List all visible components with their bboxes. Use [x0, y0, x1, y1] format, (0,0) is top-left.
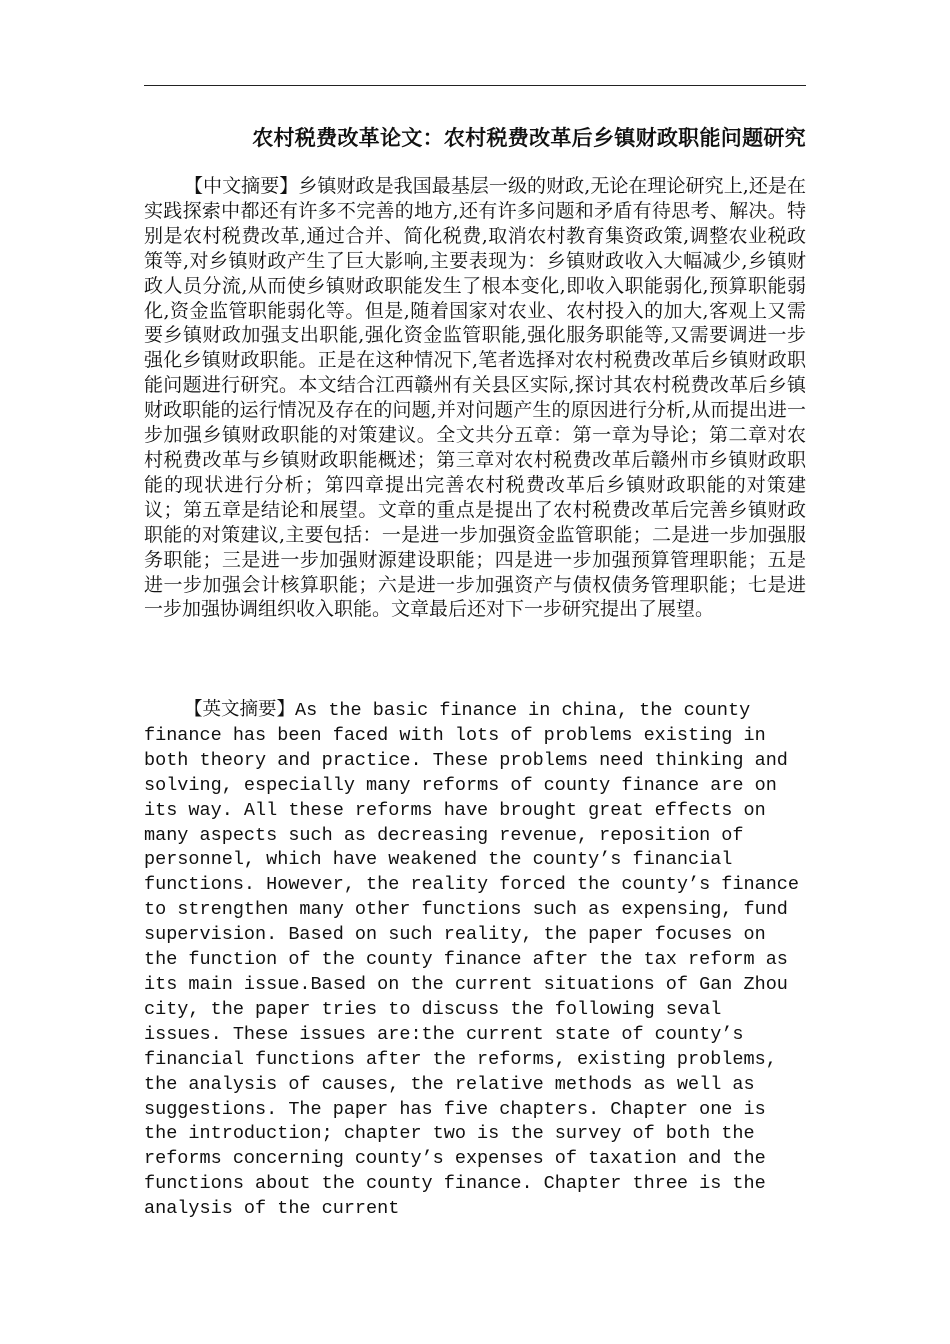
document-title: 农村税费改革论文：农村税费改革后乡镇财政职能问题研究: [252, 125, 806, 150]
english-abstract-label: 【英文摘要】: [184, 699, 296, 720]
chinese-abstract: [144, 174, 806, 622]
chinese-abstract-label: 【中文摘要】: [184, 175, 299, 197]
header-rule: [144, 85, 806, 86]
english-abstract: [144, 698, 806, 1222]
english-abstract-text: As the basic finance in china, the county finance has been faced with lots of problems existing in both theory and practice. These problems need thinking and solving, especially many reforms of county finance are on its way. All these reforms have brought great effects on many aspects such as decreasing revenue, reposition of personnel, which have weakened the county’s financial functions. However, the reality forced the county’s finance to strengthen many other functions such as expensing, fund supervision. Based on such reality, the paper focuses on the function of the county finance after the tax reform as its main issue.Based on the current situations of Gan Zhou city, the paper tries to discuss the following seval issues. These issues are:the current state of county’s financial functions after the reforms, existing problems, the analysis of causes, the relative methods as well as suggestions. The paper has five chapters. Chapter one is the introduction; chapter two is the survey of both the reforms concerning county’s expenses of taxation and the functions about the county finance. Chapter three is the analysis of the current: [144, 700, 800, 1220]
chinese-abstract-text: 乡镇财政是我国最基层一级的财政,无论在理论研究上,还是在实践探索中都还有许多不完善的地方,还有许多问题和矛盾有待思考、解决。特别是农村税费改革,通过合并、简化税费,取消农村教育集资政策,调整农业税政策等,对乡镇财政产生了巨大影响,主要表现为：乡镇财政收入大幅减少,乡镇财政人员分流,从而使乡镇财政职能发生了根本变化,即收入职能弱化,预算职能弱化,资金监管职能弱化等。但是,随着国家对农业、农村投入的加大,客观上又需要乡镇财政加强支出职能,强化资金监管职能,强化服务职能等,又需要调进一步强化乡镇财政职能。正是在这种情况下,笔者选择对农村税费改革后乡镇财政职能问题进行研究。本文结合江西赣州有关县区实际,探讨其农村税费改革后乡镇财政职能的运行情况及存在的问题,并对问题产生的原因进行分析,从而提出进一步加强乡镇财政职能的对策建议。全文共分五章：第一章为导论；第二章对农村税费改革与乡镇财政职能概述；第三章对农村税费改革后赣州市乡镇财政职能的现状进行分析；第四章提出完善农村税费改革后乡镇财政职能的对策建议；第五章是结论和展望。文章的重点是提出了农村税费改革后完善乡镇财政职能的对策建议,主要包括：一是进一步加强资金监管职能；二是进一步加强服务职能；三是进一步加强财源建设职能；四是进一步加强预算管理职能；五是进一步加强会计核算职能；六是进一步加强资产与债权债务管理职能；七是进一步加强协调组织收入职能。文章最后还对下一步研究提出了展望。: [144, 175, 806, 621]
